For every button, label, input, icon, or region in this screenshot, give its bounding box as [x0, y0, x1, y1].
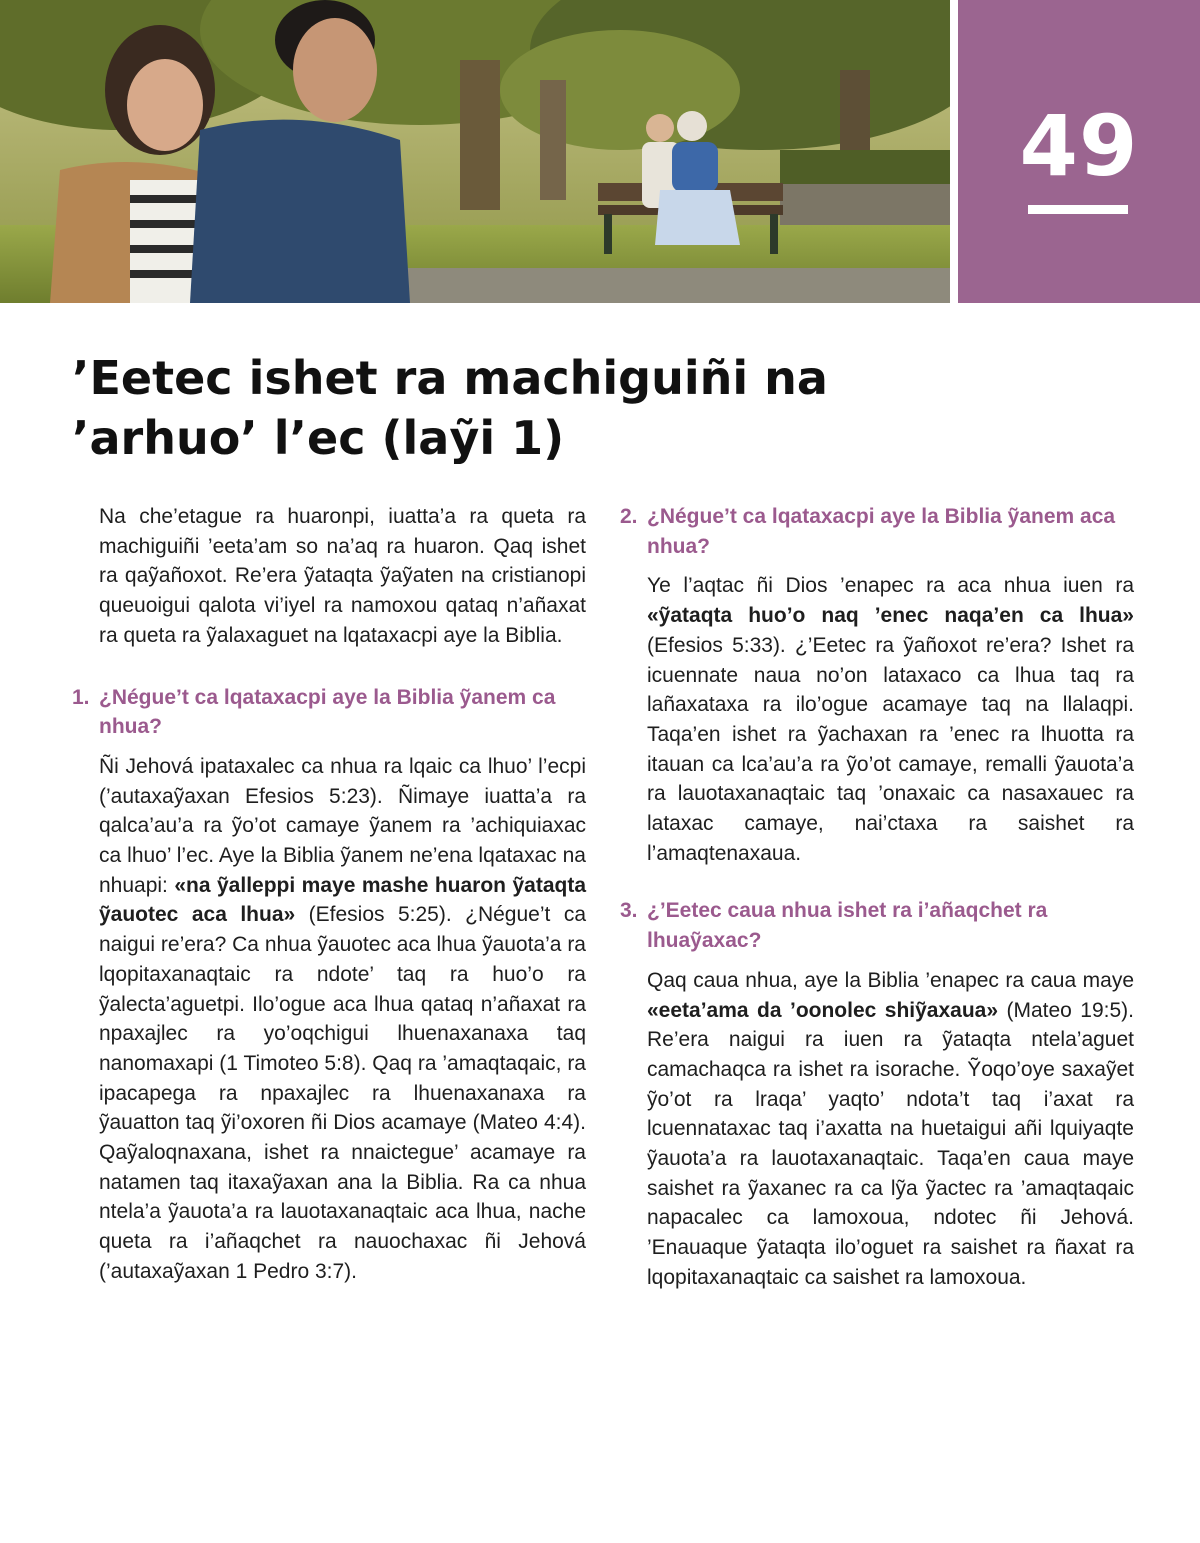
- right-column: [620, 502, 1134, 1293]
- section-2-text-before: Ye l’aqtac ñi Dios ’enapec ra aca nhua iuen ra: [647, 574, 1134, 598]
- section-1-question-text: ¿Négue’t ca lqataxacpi aye la Biblia ỹanem ca nhua?: [99, 685, 556, 739]
- page-title: [72, 348, 892, 468]
- page-title-line-1: ’Eetec ishet ra machiguiñi na: [72, 351, 828, 405]
- section-2-number: 2.: [620, 505, 638, 528]
- section-1-scripture-quote: «na ỹalleppi maye mashe huaron ỹataqta ỹauotec aca lhua»: [99, 873, 586, 927]
- header-photo: [0, 0, 950, 303]
- left-column: [72, 502, 586, 1287]
- section-1-answer: [72, 752, 586, 1287]
- section-1-text-before: Ñi Jehová ipataxalec ca nhua ra lqaic ca lhuo’ l’ecpi (’autaxaỹaxan Efesios 5:23). Ñimaye iuatta’a ra qalca’au’a ra ỹo’ot camaye ỹanem ra ’achiquiaxac ca lhuo’ l’ec. Aye la Biblia ỹanem ne’ena lqataxac na nhuapi:: [99, 754, 586, 897]
- section-1-text-after: (Efesios 5:25). ¿Négue’t ca naigui re’era? Ca nhua ỹauotec aca lhua ỹauota’a ra lqopitaxanaqtaic ra ndote’ taq ra huo’o ra ỹalecta’aguetpi. Ilo’ogue aca lhua qataq n’añaxat ra npaxajlec ra yo’oqchigui lhuenaxanaxa taq nanomaxapi (1 Timoteo 5:8). Qaq ra ’amaqtaqaic, ra ipacapega ra npaxajlec ra lhuenaxanaxa ra ỹauatton taq ỹi’oxoren ñi Dios acamaye (Mateo 4:4). Qaỹaloqnaxana, ishet ra nnaictegue’ acamaye ra natamen taq itaxaỹaxan ana la Biblia. Ra ca nhua ntela’a ỹauota’a ra lauotaxanaqtaic aca lhua, nache queta ra i’añaqchet ra nauochaxac ñi Jehová (’autaxaỹaxan 1 Pedro 3:7).: [99, 903, 586, 1283]
- section-3-text-after: (Mateo 19:5). Re’era naigui ra iuen ra ỹataqta ntela’aguet camachaqca ra ishet ra isorache. Ỹoqo’oye saxaỹet ỹo’ot ra lraqa’ yaqto’ ndota’t taq i’axat ra lcuennataxac taq i’axatta na huetaigui añi lquiyaqte ỹauota’a ra lauotaxanaqtaic. Taqa’en caua maye saishet ra ỹaxanec ra ca lỹa ỹactec ra ’amaqtaqaic napacalec ca lamoxoua, ndotec ñi Jehová. ’Enauaque ỹataqta ilo’oguet ra saishet ra ñaxat ra lqopitaxanaqtaic ca saishet ra lamoxoua.: [647, 998, 1134, 1289]
- section-3-answer: [620, 966, 1134, 1293]
- page-title-line-2: ’arhuo’ l’ec (laỹi 1): [72, 411, 565, 465]
- section-2-question: [620, 502, 1134, 561]
- section-3-number: 3.: [620, 899, 638, 923]
- section-1-number: 1.: [72, 685, 90, 709]
- section-2-answer: [620, 571, 1134, 868]
- section-3-question-text: ¿’Eetec caua nhua ishet ra i’añaqchet ra lhuaỹaxac?: [647, 899, 1048, 953]
- section-2: [620, 502, 1134, 868]
- section-3-scripture-quote: «eeta’ama da ’oonolec shiỹaxaua»: [647, 998, 999, 1022]
- section-1-question: [72, 683, 586, 742]
- section-2-question-text: ¿Négue’t ca lqataxacpi aye la Biblia ỹanem aca nhua?: [647, 505, 1116, 558]
- chapter-number-box: [958, 0, 1200, 303]
- park-scene-illustration: [0, 0, 950, 303]
- chapter-underline: [1028, 205, 1128, 214]
- section-3: [620, 896, 1134, 1292]
- chapter-number: 49: [1019, 97, 1139, 195]
- section-2-text-after: (Efesios 5:33). ¿’Eetec ra ỹañoxot re’era? Ishet ra icuennate naua no’on lataxaco ca lhua taq ra lañaxataxa ra ilo’ogue acamaye taq na llalaqpi. Taqa’en ishet ra ỹachaxan ra ’enec ra lhuotta ra itauan ca lca’au’a ra ỹo’ot camaye, remalli ỹauota’a ra lauotaxanaqtaic taq ’onaxaic ca nasaxauec ra lataxac camaye, nai’ctaxa ra saishet ra l’amaqtenaxaua.: [647, 633, 1134, 865]
- intro-paragraph: Na che’etague ra huaronpi, iuatta’a ra queta ra machiguiñi ’eeta’am so na’aq ra huaron. Qaq ishet ra qaỹañoxot. Re’era ỹataqta ỹaỹaten na cristianopi queuoigui qalota vi’iyel ra namoxou qataq n’añaxat ra queta ra ỹalaxaguet na lqataxacpi aye la Biblia.: [99, 505, 586, 647]
- section-3-text-before: Qaq caua nhua, aye la Biblia ’enapec ra caua maye: [647, 968, 1134, 992]
- section-3-question: [620, 896, 1134, 955]
- section-1: [72, 683, 586, 1287]
- section-2-scripture-quote: «ỹataqta huo’o naq ’enec naqa’en ca lhua»: [647, 604, 1134, 628]
